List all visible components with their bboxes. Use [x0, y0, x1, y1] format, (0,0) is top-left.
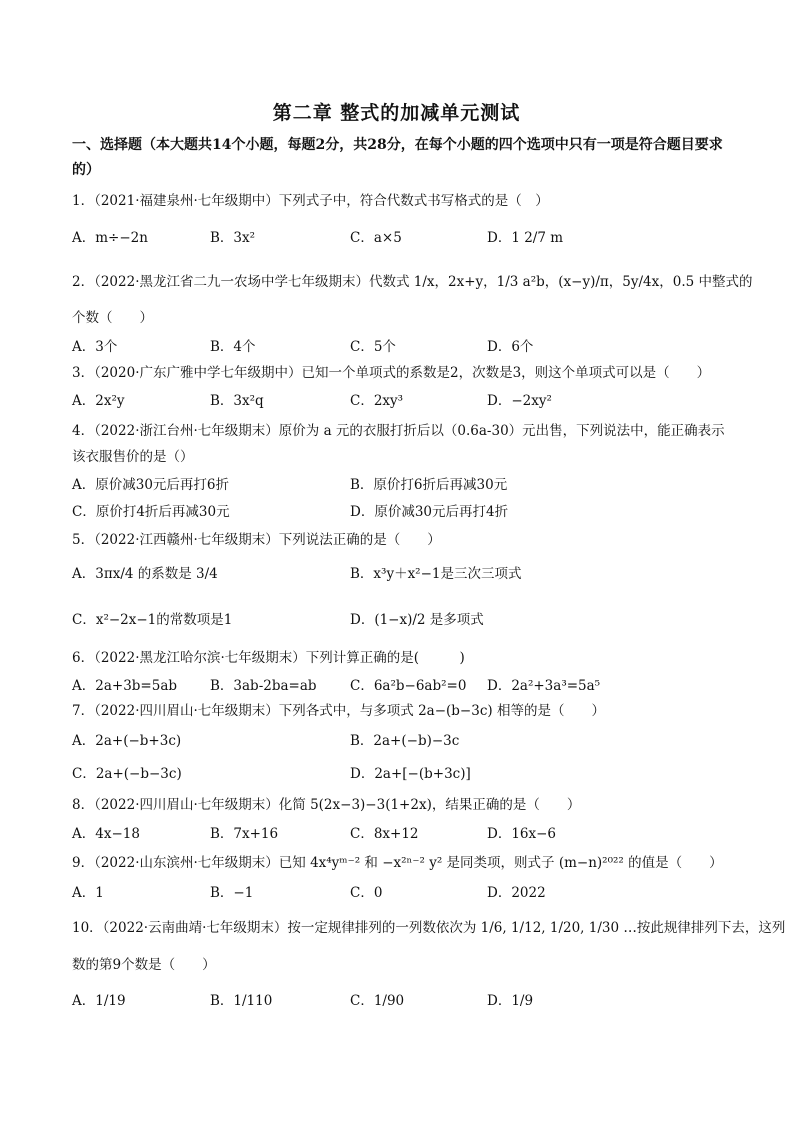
question-4-options-row1 [72, 474, 732, 498]
q9-option-c[interactable]: C．0 [350, 885, 383, 901]
question-3-options [72, 390, 732, 414]
q5-option-b[interactable]: B．x³y＋x²−1是三次三项式 [350, 566, 522, 582]
question-3-stem: 3．（2020·广东广雅中学七年级期中）已知一个单项式的系数是2，次数是3，则这个单项式可以是（ ） [72, 365, 711, 381]
question-7-stem: 7．（2022·四川眉山·七年级期末）下列各式中，与多项式 2a−(b−3c) 相等的是（ ） [72, 703, 605, 719]
question-6-stem: 6．（2022·黑龙江哈尔滨·七年级期末）下列计算正确的是( ) [72, 650, 465, 666]
q9-option-a[interactable]: A．1 [72, 885, 104, 901]
q10-option-b[interactable]: B．1/110 [210, 993, 273, 1009]
q10-option-d[interactable]: D．1/9 [487, 993, 534, 1009]
q1-option-d[interactable]: D．1 2/7 m [487, 230, 564, 246]
q7-option-b[interactable]: B．2a+(−b)−3c [350, 733, 460, 749]
question-10-options [72, 990, 732, 1014]
question-2-stem: 2．（2022·黑龙江省二九一农场中学七年级期末）代数式 1/x，2x+y，1/3 a²b，(x−y)/π，5y/4x，0.5 中整式的 [72, 274, 753, 290]
q5-option-a[interactable]: A．3πx/4 的系数是 3/4 [72, 566, 218, 582]
q5-option-c[interactable]: C．x²−2x−1的常数项是1 [72, 612, 233, 628]
question-4-options-row2 [72, 501, 732, 525]
question-9-options [72, 882, 732, 906]
q1-option-c[interactable]: C．a×5 [350, 230, 402, 246]
q6-option-b[interactable]: B．3ab-2ba=ab [210, 678, 317, 694]
q7-option-d[interactable]: D．2a+[−(b+3c)] [350, 766, 471, 782]
q7-option-a[interactable]: A．2a+(−b+3c) [72, 733, 182, 749]
question-1-options [72, 227, 732, 251]
q9-option-d[interactable]: D．2022 [487, 885, 546, 901]
q1-option-b[interactable]: B．3x² [210, 230, 256, 246]
q4-option-a[interactable]: A．原价减30元后再打6折 [72, 477, 230, 493]
q4-option-c[interactable]: C．原价打4折后再减30元 [72, 504, 230, 520]
q1-option-a[interactable]: A．m÷−2n [72, 230, 148, 246]
q9-option-b[interactable]: B．−1 [210, 885, 254, 901]
q2-option-c[interactable]: C．5个 [350, 339, 396, 355]
q7-option-c[interactable]: C．2a+(−b−3c) [72, 766, 182, 782]
question-1-stem: 1．（2021·福建泉州·七年级期中）下列式子中，符合代数式书写格式的是（ ） [72, 193, 549, 209]
q3-option-d[interactable]: D．−2xy² [487, 393, 552, 409]
q8-option-a[interactable]: A．4x−18 [72, 826, 140, 842]
q10-option-a[interactable]: A．1/19 [72, 993, 126, 1009]
question-7-options-row2 [72, 763, 732, 787]
question-5-options-row1 [72, 563, 732, 587]
q10-option-c[interactable]: C．1/90 [350, 993, 405, 1009]
q6-option-a[interactable]: A．2a+3b=5ab [72, 678, 178, 694]
page-title: 第二章 整式的加减单元测试 [272, 102, 521, 124]
question-5-stem: 5．（2022·江西赣州·七年级期末）下列说法正确的是（ ） [72, 532, 441, 548]
question-8-options [72, 823, 732, 847]
question-5-options-row2 [72, 609, 732, 633]
q2-option-a[interactable]: A．3个 [72, 339, 118, 355]
question-10-stem-cont: 数的第9个数是（ ） [72, 957, 216, 973]
question-7-options-row1 [72, 730, 732, 754]
question-2-stem-cont: 个数（ ） [72, 310, 153, 326]
question-9-stem: 9．（2022·山东滨州·七年级期末）已知 4x⁴yᵐ⁻² 和 −x²ⁿ⁻² y² 是同类项，则式子 (m−n)²⁰²² 的值是（ ） [72, 855, 723, 871]
section-heading: 一、选择题（本大题共14个小题，每题2分，共28分，在每个小题的四个选项中只有一项是符合题目要求的） [72, 137, 723, 178]
q8-option-c[interactable]: C．8x+12 [350, 826, 419, 842]
question-8-stem: 8．（2022·四川眉山·七年级期末）化简 5(2x−3)−3(1+2x)，结果正确的是（ ） [72, 797, 581, 813]
q8-option-b[interactable]: B．7x+16 [210, 826, 279, 842]
question-2-options [72, 336, 732, 360]
q8-option-d[interactable]: D．16x−6 [487, 826, 557, 842]
question-4-stem: 4．（2022·浙江台州·七年级期末）原价为 a 元的衣服打折后以（0.6a-30）元出售，下列说法中，能正确表示 [72, 423, 725, 439]
q3-option-a[interactable]: A．2x²y [72, 393, 125, 409]
q6-option-d[interactable]: D．2a²+3a³=5a⁵ [487, 678, 601, 694]
question-10-stem: 10．（2022·云南曲靖·七年级期末）按一定规律排列的一列数依次为 1/6, 1/12, 1/20, 1/30 …按此规律排列下去，这列 [72, 920, 786, 936]
q4-option-b[interactable]: B．原价打6折后再减30元 [350, 477, 508, 493]
q5-option-d[interactable]: D．(1−x)/2 是多项式 [350, 612, 484, 628]
q4-option-d[interactable]: D．原价减30元后再打4折 [350, 504, 509, 520]
question-6-options [72, 675, 732, 699]
q2-option-b[interactable]: B．4个 [210, 339, 256, 355]
q3-option-c[interactable]: C．2xy³ [350, 393, 404, 409]
question-4-stem-cont: 该衣服售价的是（） [72, 449, 194, 465]
q6-option-c[interactable]: C．6a²b−6ab²=0 [350, 678, 467, 694]
q2-option-d[interactable]: D．6个 [487, 339, 534, 355]
q3-option-b[interactable]: B．3x²q [210, 393, 264, 409]
